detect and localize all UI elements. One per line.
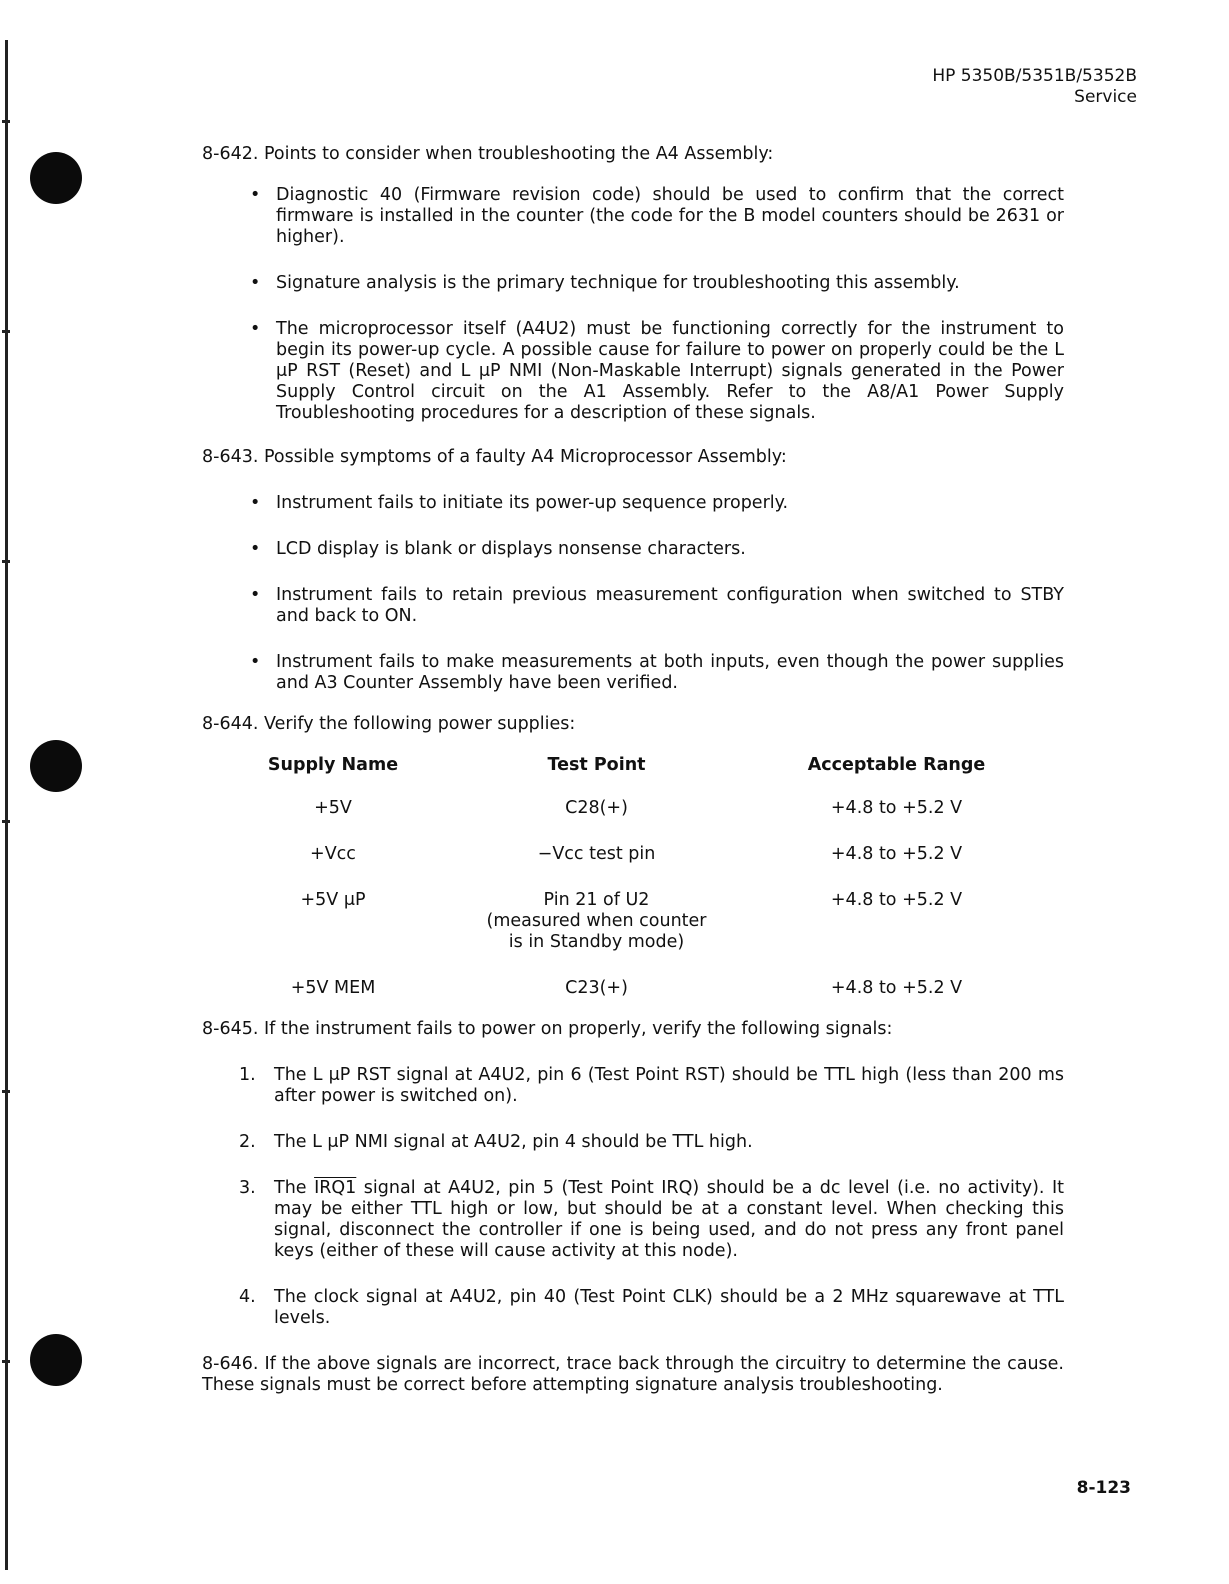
table-cell: C23(+) <box>565 978 628 998</box>
item-number: 1. <box>239 1065 256 1085</box>
item-text: The L μP RST signal at A4U2, pin 6 (Test Point RST) should be TTL high (less than 200 ms after power is switched on). <box>274 1065 1064 1106</box>
table-cell: +5V μP <box>300 890 366 910</box>
binder-tick <box>2 1360 10 1363</box>
binder-tick <box>2 1090 10 1093</box>
table-cell: Pin 21 of U2 (measured when counter is in Standby mode) <box>486 890 707 952</box>
item-number: 4. <box>239 1287 256 1307</box>
bullet-list-643 <box>202 493 1064 694</box>
numbered-list-645 <box>202 1065 1064 1329</box>
item-number: 2. <box>239 1132 256 1152</box>
item-number: 3. <box>239 1178 256 1198</box>
page-number: 8-123 <box>1076 1478 1131 1498</box>
punch-hole <box>30 152 82 204</box>
binder-tick <box>2 120 10 123</box>
list-item <box>202 1287 1064 1329</box>
paragraph-8-644: 8-644. Verify the following power supplies: <box>202 714 576 734</box>
page-header <box>932 66 1137 108</box>
power-supply-table <box>202 755 1064 999</box>
irq1-signal-name: IRQ1 <box>314 1178 357 1198</box>
header-model: HP 5350B/5351B/5352B <box>932 66 1137 86</box>
table-cell: +Vcc <box>310 844 356 864</box>
table-cell: −Vcc test pin <box>537 844 656 864</box>
table-header-supply-name: Supply Name <box>267 755 399 775</box>
list-item: • Instrument fails to initiate its power-up sequence properly. <box>202 493 1064 514</box>
list-item: • Instrument fails to make measurements at both inputs, even though the power supplies and A3 Counter Assembly have been verified. <box>202 652 1064 694</box>
list-item: • Instrument fails to retain previous measurement configuration when switched to STBY and back to ON. <box>202 585 1064 627</box>
table-cell: +4.8 to +5.2 V <box>830 844 963 864</box>
list-item <box>202 1132 1064 1153</box>
page-body <box>202 144 1064 1396</box>
list-item: • Signature analysis is the primary technique for troubleshooting this assembly. <box>202 273 1064 294</box>
item-text: signal at A4U2, pin 5 (Test Point IRQ) should be a dc level (i.e. no activity). It may be either TTL high or low, but should be at a constant level. When checking this signal, disconnect the controller if one is being used, and do not press any front panel keys (either of these will cause activity at this node). <box>274 1178 1064 1261</box>
paragraph-8-643: 8-643. Possible symptoms of a faulty A4 Microprocessor Assembly: <box>202 447 787 467</box>
table-cell: +5V <box>314 798 352 818</box>
paragraph-8-642: 8-642. Points to consider when troubleshooting the A4 Assembly: <box>202 144 774 164</box>
table-cell: C28(+) <box>565 798 628 818</box>
list-item: • Diagnostic 40 (Firmware revision code) should be used to confirm that the correct firmware is installed in the counter (the code for the B model counters should be 2631 or higher). <box>202 185 1064 248</box>
punch-hole <box>30 740 82 792</box>
list-item: • The microprocessor itself (A4U2) must be functioning correctly for the instrument to begin its power-up cycle. A possible cause for failure to power on properly could be the L μP RST (Reset) and L μP NMI (Non-Maskable Interrupt) signals generated in the Power Supply Control circuit on the A1 Assembly. Refer to the A8/A1 Power Supply Troubleshooting procedures for a description of these signals. <box>202 319 1064 424</box>
table-cell: +4.8 to +5.2 V <box>830 978 963 998</box>
binder-edge-line <box>5 40 8 1570</box>
list-item <box>202 1178 1064 1262</box>
item-text: The L μP NMI signal at A4U2, pin 4 should be TTL high. <box>274 1132 753 1152</box>
binder-tick <box>2 330 10 333</box>
table-cell: +4.8 to +5.2 V <box>830 798 963 818</box>
list-item: • LCD display is blank or displays nonsense characters. <box>202 539 1064 560</box>
binder-tick <box>2 560 10 563</box>
punch-hole <box>30 1334 82 1386</box>
binder-tick <box>2 820 10 823</box>
bullet-list-642 <box>202 185 1064 424</box>
item-text-prefix: The <box>274 1178 315 1198</box>
header-section: Service <box>1074 87 1137 107</box>
paragraph-8-645: 8-645. If the instrument fails to power on properly, verify the following signals: <box>202 1019 893 1039</box>
list-item <box>202 1065 1064 1107</box>
item-text: The clock signal at A4U2, pin 40 (Test Point CLK) should be a 2 MHz squarewave at TTL levels. <box>274 1287 1064 1328</box>
paragraph-8-646: 8-646. If the above signals are incorrect, trace back through the circuitry to determine the cause. These signals must be correct before attempting signature analysis troubleshooting. <box>202 1354 1064 1395</box>
table-header-test-point: Test Point <box>547 755 646 775</box>
table-cell: +4.8 to +5.2 V <box>830 890 963 910</box>
table-cell: +5V MEM <box>290 978 376 998</box>
table-header-acceptable-range: Acceptable Range <box>807 755 986 775</box>
